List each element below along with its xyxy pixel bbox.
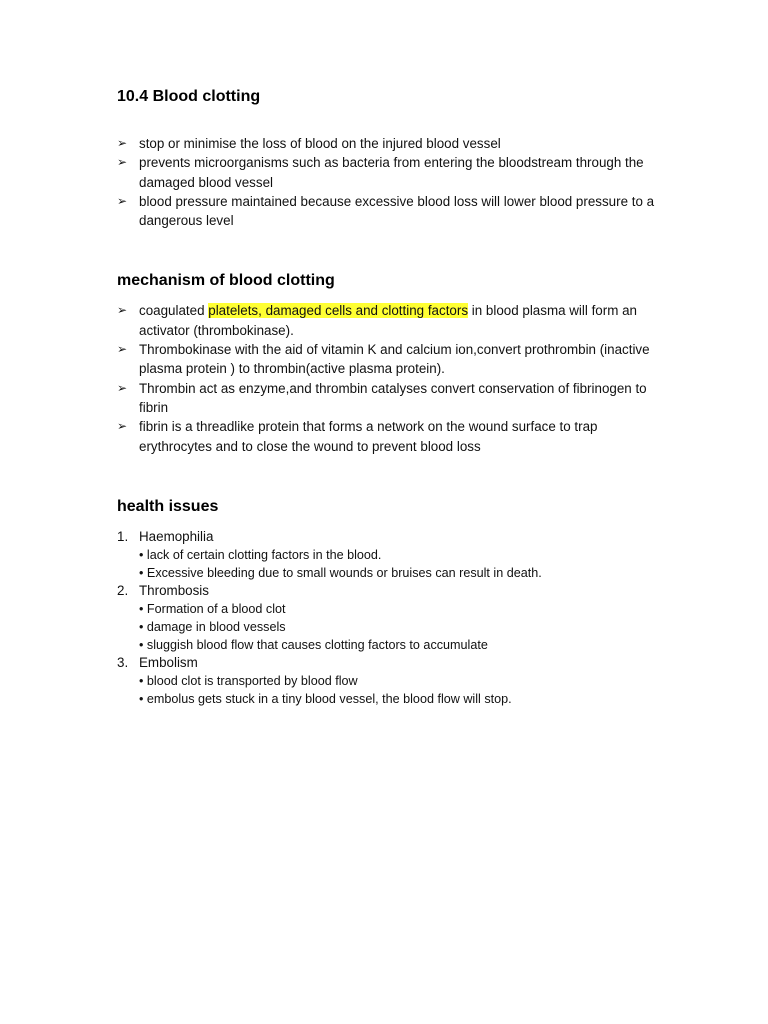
health-issues-list [117,528,662,709]
arrowhead-bullet-icon: ➢ [117,419,128,434]
arrowhead-bullet-icon: ➢ [117,303,128,318]
dot-bullet-item: • embolus gets stuck in a tiny blood vessel, the blood flow will stop. [139,690,662,708]
arrowhead-bullet-icon: ➢ [117,136,128,150]
dot-bullet-item: • Formation of a blood clot [139,600,662,618]
list-item: ➢ fibrin is a threadlike protein that forms a network on the wound surface to trap erythrocytes and to close the wound to prevent blood loss [117,419,598,454]
dot-bullet-item: • lack of certain clotting factors in the blood. [139,546,662,564]
list-item-haemophilia [117,528,662,582]
section-heading-mechanism: mechanism of blood clotting [117,272,335,290]
blood-clotting-purpose-list [117,134,662,230]
mechanism-list [117,301,662,455]
subpoint-list [139,600,662,654]
list-number: 2. [117,583,129,599]
item-title: Haemophilia [139,528,214,544]
subpoint-list [139,546,662,582]
list-item: ➢ Thrombokinase with the aid of vitamin K and calcium ion,convert prothrombin (inactive plasma protein ) to thrombin(active plasma protein). [117,342,650,377]
list-item: ➢ Thrombin act as enzyme,and thrombin catalyses convert conservation of fibrinogen to fibrin [117,380,647,415]
item-title: Thrombosis [139,583,209,599]
arrowhead-bullet-icon: ➢ [117,342,128,357]
dot-bullet-item: • blood clot is transported by blood flow [139,672,662,690]
list-item-embolism [117,654,662,708]
list-item: ➢ coagulated platelets, damaged cells and clotting factors in blood plasma will form an activator (thrombokinase). [117,303,637,338]
arrowhead-bullet-icon: ➢ [117,193,128,208]
section-heading-health-issues: health issues [117,497,219,515]
list-number: 1. [117,528,129,544]
list-item: ➢ blood pressure maintained because excessive blood loss will lower blood pressure to a dangerous level [117,193,655,229]
highlighted-text: platelets, damaged cells and clotting factors [208,303,469,319]
list-number: 3. [117,655,129,671]
dot-bullet-item: • damage in blood vessels [139,618,662,636]
list-item: ➢ prevents microorganisms such as bacteria from entering the bloodstream through the damaged blood vessel [117,155,644,190]
section-heading-blood-clotting: 10.4 Blood clotting [117,88,261,105]
arrowhead-bullet-icon: ➢ [117,155,128,170]
list-item-thrombosis [117,582,662,654]
arrowhead-bullet-icon: ➢ [117,380,128,395]
dot-bullet-item: • sluggish blood flow that causes clotting factors to accumulate [139,636,662,654]
item-title: Embolism [139,655,198,671]
dot-bullet-item: • Excessive bleeding due to small wounds or bruises can result in death. [139,564,662,582]
list-item: ➢ stop or minimise the loss of blood on the injured blood vessel [117,134,662,153]
document-content [117,86,662,709]
subpoint-list [139,672,662,708]
